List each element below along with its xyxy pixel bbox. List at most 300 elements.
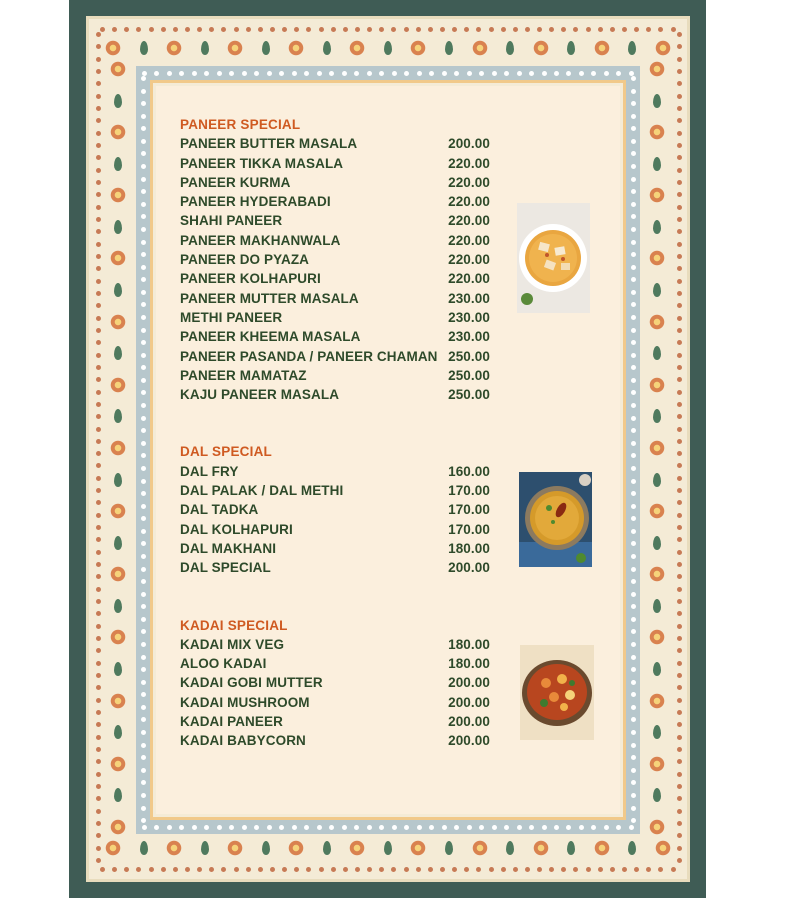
dot-motif-icon <box>331 27 336 32</box>
dot-motif-icon <box>513 27 518 32</box>
menu-item-name: DAL SPECIAL <box>180 560 271 576</box>
dot-motif-icon <box>141 793 146 798</box>
flower-motif-icon <box>648 186 666 204</box>
leaf-motif-icon <box>653 599 661 613</box>
dot-motif-icon <box>677 303 682 308</box>
dot-motif-icon <box>677 747 682 752</box>
dot-motif-icon <box>517 71 522 76</box>
dot-motif-icon <box>677 710 682 715</box>
menu-item-price: 220.00 <box>448 194 490 210</box>
dot-motif-icon <box>631 177 636 182</box>
dot-motif-icon <box>282 27 287 32</box>
dot-motif-icon <box>631 604 636 609</box>
flower-motif-icon <box>165 839 183 857</box>
menu-item <box>180 635 490 654</box>
dot-motif-icon <box>141 453 146 458</box>
dot-motif-icon <box>329 825 334 830</box>
dot-motif-icon <box>292 825 297 830</box>
dot-motif-icon <box>631 265 636 270</box>
dot-motif-icon <box>677 316 682 321</box>
menu-item <box>180 385 490 404</box>
dot-motif-icon <box>677 242 682 247</box>
leaf-motif-icon <box>114 346 122 360</box>
dot-motif-icon <box>141 768 146 773</box>
dot-motif-icon <box>379 867 384 872</box>
dot-motif-icon <box>631 340 636 345</box>
dot-motif-icon <box>96 57 101 62</box>
dot-motif-icon <box>586 27 591 32</box>
dot-motif-icon <box>631 189 636 194</box>
menu-item <box>180 693 490 712</box>
dot-motif-icon <box>504 825 509 830</box>
menu-item-price: 200.00 <box>448 694 490 710</box>
dot-motif-icon <box>631 567 636 572</box>
flower-motif-icon <box>109 692 127 710</box>
dot-motif-icon <box>141 252 146 257</box>
dot-motif-icon <box>677 328 682 333</box>
dot-motif-icon <box>677 365 682 370</box>
dot-motif-icon <box>141 504 146 509</box>
menu-item <box>180 654 490 673</box>
dot-motif-icon <box>631 315 636 320</box>
dot-motif-icon <box>367 71 372 76</box>
flower-motif-icon <box>109 755 127 773</box>
dot-motif-icon <box>677 118 682 123</box>
dot-motif-icon <box>467 825 472 830</box>
dot-motif-icon <box>221 27 226 32</box>
leaf-motif-icon <box>653 283 661 297</box>
flower-motif-icon <box>648 249 666 267</box>
dot-motif-icon <box>141 428 146 433</box>
dot-motif-icon <box>96 488 101 493</box>
dot-motif-icon <box>141 491 146 496</box>
dot-motif-icon <box>141 177 146 182</box>
dot-motif-icon <box>141 76 146 81</box>
dot-motif-icon <box>631 629 636 634</box>
dot-motif-icon <box>404 825 409 830</box>
menu-item-name: PANEER MAKHANWALA <box>180 232 341 248</box>
menu-item-name: KADAI MUSHROOM <box>180 694 310 710</box>
leaf-motif-icon <box>262 41 270 55</box>
dot-motif-icon <box>141 126 146 131</box>
dot-motif-icon <box>331 867 336 872</box>
flower-motif-icon <box>654 39 672 57</box>
dot-motif-icon <box>579 71 584 76</box>
leaf-motif-icon <box>114 536 122 550</box>
dot-motif-icon <box>677 106 682 111</box>
dot-motif-icon <box>631 667 636 672</box>
menu-item <box>180 134 490 153</box>
dot-motif-icon <box>141 302 146 307</box>
dot-motif-icon <box>141 277 146 282</box>
dot-motif-icon <box>96 673 101 678</box>
leaf-motif-icon <box>445 841 453 855</box>
menu-item-price: 180.00 <box>448 656 490 672</box>
flower-motif-icon <box>648 60 666 78</box>
dot-motif-icon <box>354 71 359 76</box>
dot-motif-icon <box>96 500 101 505</box>
leaf-motif-icon <box>567 841 575 855</box>
dot-motif-icon <box>677 57 682 62</box>
dot-motif-icon <box>631 126 636 131</box>
dot-motif-icon <box>429 71 434 76</box>
dot-motif-icon <box>141 315 146 320</box>
menu-item <box>180 712 490 731</box>
flower-motif-icon <box>109 249 127 267</box>
dot-motif-icon <box>355 867 360 872</box>
flower-motif-icon <box>287 839 305 857</box>
section-title: PANEER SPECIAL <box>180 117 301 132</box>
dot-motif-icon <box>631 89 636 94</box>
dot-motif-icon <box>677 155 682 160</box>
dot-motif-icon <box>479 71 484 76</box>
flower-motif-icon <box>109 376 127 394</box>
dot-motif-icon <box>304 825 309 830</box>
dot-motif-icon <box>204 825 209 830</box>
dot-motif-icon <box>270 867 275 872</box>
dot-motif-icon <box>242 71 247 76</box>
dot-motif-icon <box>96 698 101 703</box>
menu-item-price: 230.00 <box>448 329 490 345</box>
dot-motif-icon <box>96 402 101 407</box>
dot-motif-icon <box>96 340 101 345</box>
flower-motif-icon <box>593 839 611 857</box>
dot-motif-icon <box>96 279 101 284</box>
dot-motif-icon <box>141 390 146 395</box>
menu-item-name: PANEER TIKKA MASALA <box>180 155 344 171</box>
dot-motif-icon <box>141 466 146 471</box>
dot-motif-icon <box>622 27 627 32</box>
leaf-motif-icon <box>262 841 270 855</box>
menu-item <box>180 558 490 577</box>
dot-motif-icon <box>96 624 101 629</box>
dot-motif-icon <box>391 27 396 32</box>
bottom-floral-band <box>104 838 672 858</box>
dot-motif-icon <box>141 328 146 333</box>
menu-item-name: PANEER BUTTER MASALA <box>180 136 358 152</box>
menu-item-name: DAL PALAK / DAL METHI <box>180 483 344 499</box>
flower-motif-icon <box>109 628 127 646</box>
right-floral-band <box>647 60 667 836</box>
flower-motif-icon <box>648 755 666 773</box>
leaf-motif-icon <box>201 41 209 55</box>
dot-motif-icon <box>141 365 146 370</box>
flower-motif-icon <box>226 39 244 57</box>
dot-motif-icon <box>258 867 263 872</box>
dot-motif-icon <box>267 825 272 830</box>
flower-motif-icon <box>104 39 122 57</box>
dot-motif-icon <box>96 537 101 542</box>
dot-motif-icon <box>476 27 481 32</box>
dot-motif-icon <box>306 867 311 872</box>
dot-motif-icon <box>96 353 101 358</box>
dot-motif-icon <box>141 189 146 194</box>
dot-motif-icon <box>529 825 534 830</box>
leaf-motif-icon <box>653 536 661 550</box>
dot-motif-icon <box>141 655 146 660</box>
dot-motif-icon <box>529 71 534 76</box>
dot-motif-icon <box>173 867 178 872</box>
dot-motif-icon <box>658 867 663 872</box>
dot-motif-icon <box>141 529 146 534</box>
dot-motif-icon <box>209 27 214 32</box>
dot-motif-icon <box>440 867 445 872</box>
dot-motif-icon <box>234 27 239 32</box>
dot-motif-icon <box>141 806 146 811</box>
dot-motif-icon <box>677 809 682 814</box>
dot-motif-icon <box>677 500 682 505</box>
dot-motif-icon <box>677 205 682 210</box>
menu-item-name: DAL KOLHAPURI <box>180 521 293 537</box>
dot-motif-icon <box>141 541 146 546</box>
section-paneer-special <box>180 115 490 404</box>
dot-motif-icon <box>631 353 636 358</box>
menu-item <box>180 308 490 327</box>
leaf-motif-icon <box>114 220 122 234</box>
dot-motif-icon <box>631 390 636 395</box>
dot-motif-icon <box>96 611 101 616</box>
dot-motif-icon <box>96 809 101 814</box>
dot-motif-icon <box>677 32 682 37</box>
dot-motif-icon <box>454 825 459 830</box>
flower-motif-icon <box>348 39 366 57</box>
dot-motif-icon <box>677 254 682 259</box>
menu-item-price: 220.00 <box>448 174 490 190</box>
flower-motif-icon <box>648 502 666 520</box>
dot-motif-icon <box>464 867 469 872</box>
leaf-motif-icon <box>628 41 636 55</box>
flower-motif-icon <box>648 628 666 646</box>
dot-motif-icon <box>631 730 636 735</box>
dot-motif-icon <box>141 780 146 785</box>
dot-motif-icon <box>631 365 636 370</box>
menu-item-price: 200.00 <box>448 560 490 576</box>
dot-motif-icon <box>149 867 154 872</box>
dot-motif-icon <box>391 867 396 872</box>
leaf-motif-icon <box>628 841 636 855</box>
dot-motif-icon <box>677 390 682 395</box>
dot-motif-icon <box>646 27 651 32</box>
dot-motif-icon <box>141 516 146 521</box>
dot-motif-icon <box>677 279 682 284</box>
dot-motif-icon <box>96 44 101 49</box>
menu-item-name: SHAHI PANEER <box>180 213 283 229</box>
dot-motif-icon <box>677 513 682 518</box>
menu-item-price: 220.00 <box>448 252 490 268</box>
dot-motif-icon <box>217 825 222 830</box>
leaf-motif-icon <box>114 788 122 802</box>
dot-motif-icon <box>452 867 457 872</box>
dot-motif-icon <box>677 846 682 851</box>
dot-motif-icon <box>154 71 159 76</box>
dot-motif-icon <box>342 71 347 76</box>
dot-motif-icon <box>100 27 105 32</box>
dot-motif-icon <box>677 266 682 271</box>
dot-motif-icon <box>141 441 146 446</box>
dot-motif-icon <box>179 71 184 76</box>
flower-motif-icon <box>109 313 127 331</box>
dot-motif-icon <box>319 867 324 872</box>
dot-motif-icon <box>161 27 166 32</box>
dal-bowl-photo <box>519 472 592 567</box>
flower-motif-icon <box>648 439 666 457</box>
dot-motif-icon <box>671 867 676 872</box>
dot-motif-icon <box>96 143 101 148</box>
menu-item-name: PANEER HYDERABADI <box>180 194 331 210</box>
dot-motif-icon <box>417 71 422 76</box>
dot-motif-icon <box>96 747 101 752</box>
dot-motif-icon <box>242 825 247 830</box>
menu-item <box>180 539 490 558</box>
dot-motif-icon <box>501 27 506 32</box>
section-title: DAL SPECIAL <box>180 444 272 460</box>
dot-motif-icon <box>354 825 359 830</box>
dot-motif-icon <box>631 214 636 219</box>
dot-motif-icon <box>631 818 636 823</box>
dot-motif-icon <box>142 825 147 830</box>
dot-motif-icon <box>96 32 101 37</box>
leaf-motif-icon <box>114 94 122 108</box>
menu-item-name: KADAI MIX VEG <box>180 636 285 652</box>
dot-motif-icon <box>96 451 101 456</box>
menu-item-name: PANEER DO PYAZA <box>180 252 310 268</box>
dot-motif-icon <box>96 303 101 308</box>
dot-motif-icon <box>631 705 636 710</box>
dot-motif-icon <box>96 759 101 764</box>
dot-motif-icon <box>294 867 299 872</box>
leaf-motif-icon <box>653 662 661 676</box>
menu-item-name: DAL FRY <box>180 463 239 479</box>
dot-motif-icon <box>96 784 101 789</box>
menu-item-price: 200.00 <box>448 136 490 152</box>
dot-motif-icon <box>282 867 287 872</box>
flower-motif-icon <box>409 39 427 57</box>
dot-motif-icon <box>537 867 542 872</box>
dot-motif-icon <box>631 655 636 660</box>
dot-motif-icon <box>442 825 447 830</box>
right-white-dot-column <box>630 76 636 824</box>
leaf-motif-icon <box>114 157 122 171</box>
dot-motif-icon <box>677 229 682 234</box>
menu-item <box>180 462 490 481</box>
dot-motif-icon <box>246 27 251 32</box>
dot-motif-icon <box>677 550 682 555</box>
dot-motif-icon <box>96 513 101 518</box>
dot-motif-icon <box>404 27 409 32</box>
dot-motif-icon <box>141 479 146 484</box>
menu-item-price: 250.00 <box>448 348 490 364</box>
dot-motif-icon <box>631 504 636 509</box>
leaf-motif-icon <box>653 788 661 802</box>
dot-motif-icon <box>292 71 297 76</box>
dot-motif-icon <box>677 574 682 579</box>
dot-motif-icon <box>631 642 636 647</box>
dot-motif-icon <box>141 139 146 144</box>
dot-motif-icon <box>631 139 636 144</box>
section-title: KADAI SPECIAL <box>180 617 288 633</box>
dot-motif-icon <box>96 772 101 777</box>
dot-motif-icon <box>677 402 682 407</box>
dot-motif-icon <box>631 240 636 245</box>
leaf-motif-icon <box>384 841 392 855</box>
dot-motif-icon <box>141 340 146 345</box>
dot-motif-icon <box>542 825 547 830</box>
menu-item <box>180 731 490 750</box>
flower-motif-icon <box>648 818 666 836</box>
dot-motif-icon <box>616 71 621 76</box>
dot-motif-icon <box>197 867 202 872</box>
menu-item-price: 230.00 <box>448 290 490 306</box>
menu-item <box>180 347 490 366</box>
dot-motif-icon <box>554 71 559 76</box>
dot-motif-icon <box>631 692 636 697</box>
dot-motif-icon <box>96 168 101 173</box>
menu-item-price: 170.00 <box>448 483 490 499</box>
dot-motif-icon <box>677 624 682 629</box>
dot-motif-icon <box>392 71 397 76</box>
dot-motif-icon <box>96 217 101 222</box>
leaf-motif-icon <box>114 473 122 487</box>
paneer-curry-bowl-photo <box>517 203 590 313</box>
dot-motif-icon <box>631 516 636 521</box>
menu-item-name: ALOO KADAI <box>180 656 267 672</box>
dot-motif-icon <box>677 291 682 296</box>
dot-motif-icon <box>646 867 651 872</box>
menu-item-price: 220.00 <box>448 271 490 287</box>
dot-motif-icon <box>141 642 146 647</box>
menu-item-price: 200.00 <box>448 714 490 730</box>
dot-motif-icon <box>379 27 384 32</box>
dot-motif-icon <box>141 353 146 358</box>
dot-motif-icon <box>604 71 609 76</box>
dot-motif-icon <box>96 710 101 715</box>
dot-motif-icon <box>677 537 682 542</box>
menu-item <box>180 154 490 173</box>
dot-motif-icon <box>141 743 146 748</box>
dot-motif-icon <box>631 328 636 333</box>
menu-item-name: DAL MAKHANI <box>180 540 277 556</box>
dot-motif-icon <box>96 463 101 468</box>
dot-motif-icon <box>96 685 101 690</box>
dot-motif-icon <box>542 71 547 76</box>
dot-motif-icon <box>566 825 571 830</box>
menu-item-name: PANEER KOLHAPURI <box>180 271 321 287</box>
flower-motif-icon <box>348 839 366 857</box>
dot-motif-icon <box>631 755 636 760</box>
leaf-motif-icon <box>653 409 661 423</box>
menu-item-price: 170.00 <box>448 521 490 537</box>
leaf-motif-icon <box>114 725 122 739</box>
dot-motif-icon <box>141 592 146 597</box>
dot-motif-icon <box>428 27 433 32</box>
dot-motif-icon <box>96 846 101 851</box>
flower-motif-icon <box>104 839 122 857</box>
menu-item <box>180 366 490 385</box>
dot-motif-icon <box>294 27 299 32</box>
dot-motif-icon <box>204 71 209 76</box>
dot-motif-icon <box>631 101 636 106</box>
dot-motif-icon <box>677 180 682 185</box>
section-dal-special <box>180 442 490 577</box>
flower-motif-icon <box>109 818 127 836</box>
dot-motif-icon <box>185 867 190 872</box>
dot-motif-icon <box>616 825 621 830</box>
dot-motif-icon <box>631 290 636 295</box>
dot-motif-icon <box>677 784 682 789</box>
dot-motif-icon <box>467 71 472 76</box>
menu-item-name: METHI PANEER <box>180 309 283 325</box>
dot-motif-icon <box>677 463 682 468</box>
